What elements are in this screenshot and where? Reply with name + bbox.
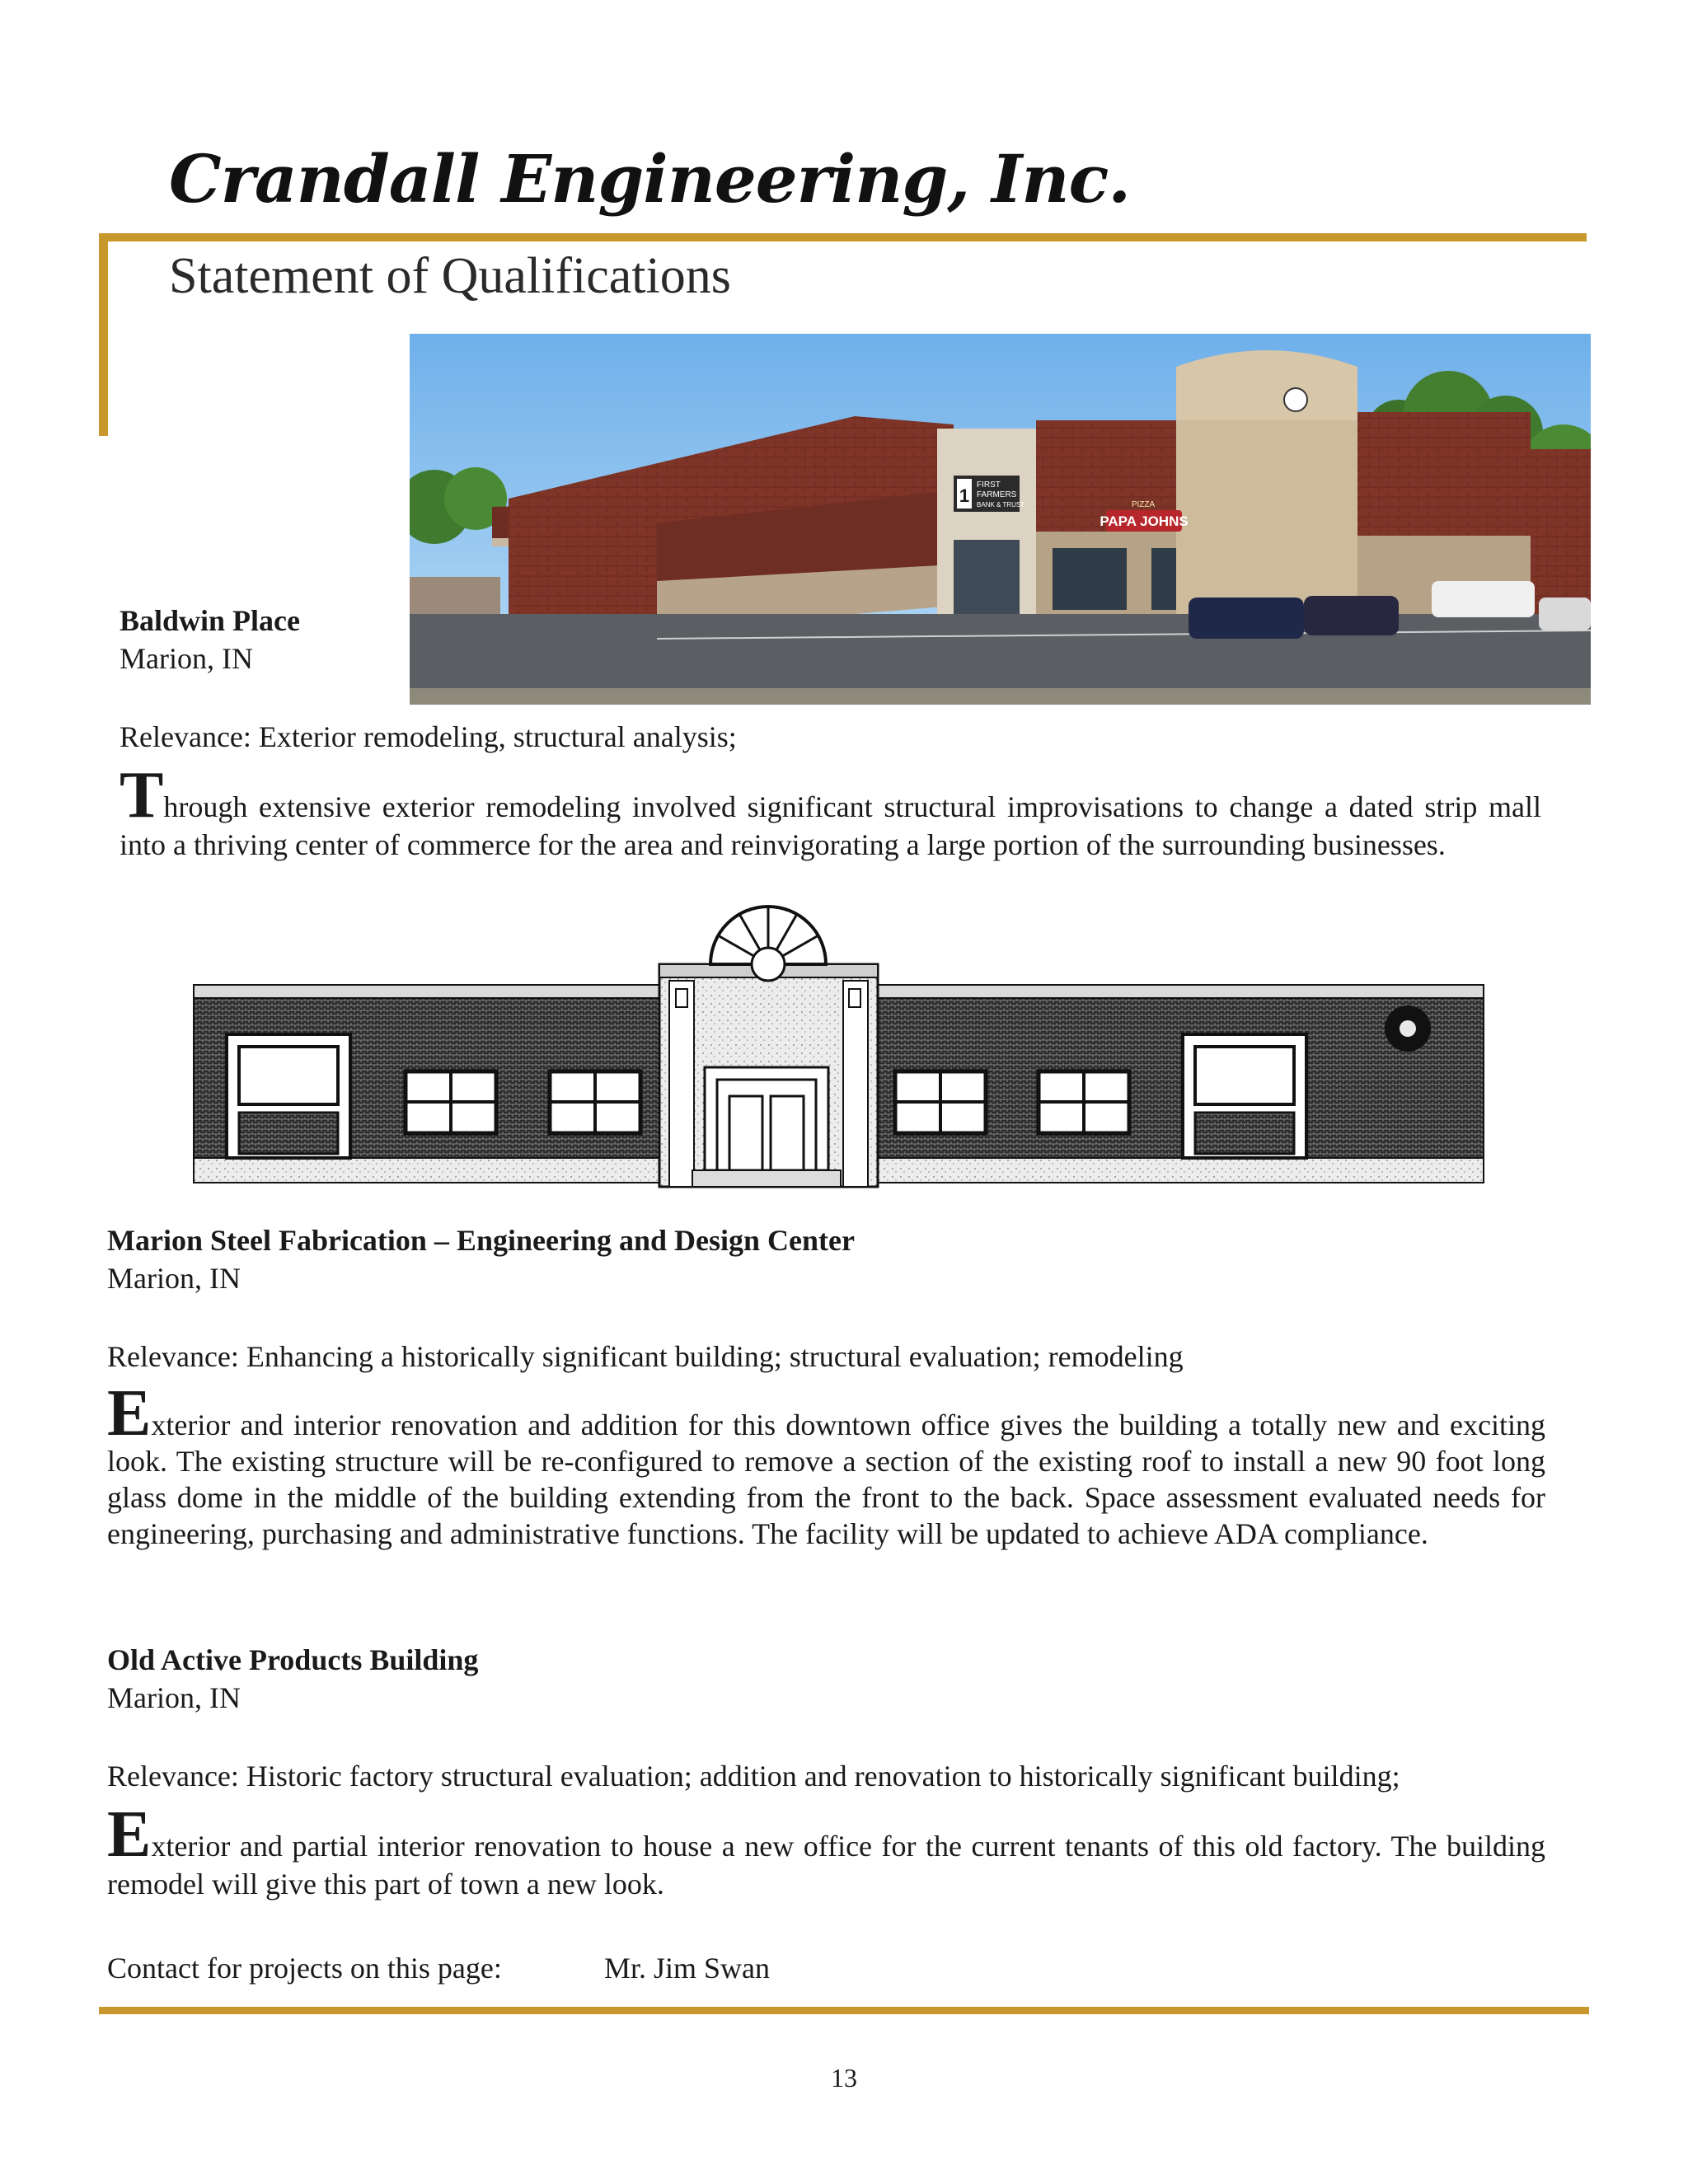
project-description (107, 1377, 1545, 1552)
contact-label: Contact for projects on this page: (107, 1952, 502, 1985)
baldwin-place-photo (410, 334, 1591, 705)
project-name: Baldwin Place (120, 604, 301, 637)
bank-logo: 1 (959, 485, 970, 506)
bank-sign-line1: FIRST (977, 480, 1001, 490)
project-relevance: Relevance: Enhancing a historically significant building; structural evaluation; remodeling (107, 1340, 1184, 1373)
company-name: Crandall Engineering, Inc. (169, 140, 1131, 218)
project-name: Old Active Products Building (107, 1643, 479, 1676)
project-relevance: Relevance: Historic factory structural evaluation; addition and renovation to historically significant building; (107, 1760, 1400, 1793)
bank-sign-line2: FARMERS (977, 490, 1017, 499)
drop-cap: E (107, 1798, 152, 1871)
project-location: Marion, IN (120, 642, 253, 675)
elevation-drawing (190, 894, 1492, 1191)
project-description (120, 759, 1541, 864)
project-description (107, 1798, 1545, 1903)
pizza-sign: PAPA JOHNS (1100, 513, 1189, 529)
header-vertical-rule (99, 233, 108, 436)
drop-cap: T (120, 759, 164, 832)
document-subtitle: Statement of Qualifications (169, 248, 731, 304)
pizza-sign-small: PIZZA (1131, 500, 1156, 509)
description-text: hrough extensive exterior remodeling involved significant structural improvisations to change a dated strip mall into a thriving center of commerce for the area and reinvigorating a large portion of the surrounding businesses. (120, 790, 1541, 861)
bank-sign-line3: BANK & TRUST (977, 501, 1025, 509)
drop-cap: E (107, 1377, 152, 1450)
description-text: xterior and partial interior renovation to house a new office for the current tenants of this old factory. The building remodel will give this part of town a new look. (107, 1830, 1545, 1900)
contact-name: Mr. Jim Swan (604, 1952, 771, 1985)
footer-rule (99, 2007, 1589, 2014)
description-text: xterior and interior renovation and addition for this downtown office gives the building a totally new and exciting look. The existing structure will be re-configured to remove a section of the existing roof to install a new 90 foot long glass dome in the middle of the building extending from the front to the back. Space assessment evaluated needs for engineering, purchasing and administrative functions. The facility will be updated to achieve ADA compliance. (107, 1408, 1545, 1550)
project-location: Marion, IN (107, 1262, 241, 1295)
project-name: Marion Steel Fabrication – Engineering and Design Center (107, 1224, 855, 1257)
project-location: Marion, IN (107, 1681, 241, 1714)
header-rule (99, 233, 1587, 241)
project-relevance: Relevance: Exterior remodeling, structural analysis; (120, 720, 737, 753)
page-number: 13 (831, 2063, 857, 2093)
